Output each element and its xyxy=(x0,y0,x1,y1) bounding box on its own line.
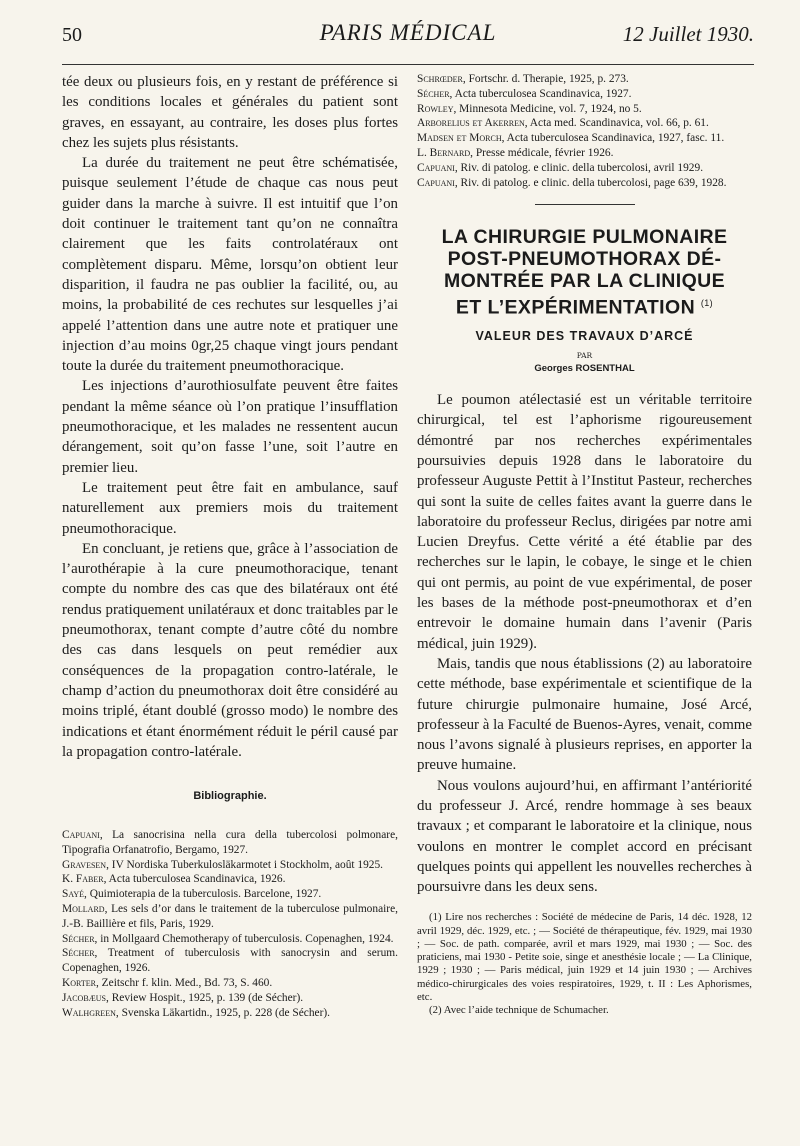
bib-text: Svenska Läkartidn., 1925, p. 228 (de Sécher). xyxy=(118,1006,331,1019)
bib-entry xyxy=(62,1006,398,1021)
bib-author: Rowley, xyxy=(417,102,457,115)
page-number: 50 xyxy=(62,24,82,46)
bib-author: Capuani, xyxy=(62,829,103,842)
bib-text: Review Hospit., 1925, p. 139 (de Sécher). xyxy=(108,991,304,1004)
bib-author: Gravesen, xyxy=(62,858,109,871)
article-subtitle: VALEUR DES TRAVAUX D’ARCÉ xyxy=(475,329,694,344)
bib-author: Madsen et Morch, xyxy=(417,132,505,145)
bib-entry xyxy=(62,991,398,1006)
bib-text: IV Nordiska Tuberkulosläkarmotet i Stockholm, août 1925. xyxy=(108,858,384,871)
left-column xyxy=(62,72,398,1020)
bib-text: Zeitschr f. klin. Med., Bd. 73, S. 460. xyxy=(98,977,273,990)
bib-entry xyxy=(417,146,752,161)
title-line: LA CHIRURGIE PULMONAIRE xyxy=(441,226,728,249)
bib-author: Walhgreen, xyxy=(62,1006,119,1019)
page-header xyxy=(62,14,754,54)
footnote: (1) Lire nos recherches : Société de médecine de Paris, 14 déc. 1928, 12 avril 1929, déc. 1929, etc. ; — Société de thérapeutique, fév. 1929, mai 1930 ; — Soc. de path. comparée, avril et mars 1929, mai 1930 ; — Soc. des praticiens, mai 1930 - Petite soie, singe et anesthésie locale ; — La Clinique, 1929 ; 1930 ; — Paris médical, juin 1929 et 14 juin 1930 ; — Archives médico-chirurgicales des voies respiratoires, 1929, t. II : Les Aphorismes, etc. xyxy=(417,911,752,1003)
bib-text: Les sels d’or dans le traitement de la tuberculose pulmonaire, J.-B. Baillière et fils, Paris, 1929. xyxy=(62,903,398,930)
right-paragraph: Mais, tandis que nous établissions (2) au laboratoire cette méthode, base expérimentale et scientifique de la future chirurgie pulmonaire humaine, José Arcé, professeur à la Faculté de Buenos-Ayres, venait, comme nous l’avons signalé à plusieurs reprises, en apporter la preuve humaine. xyxy=(417,655,752,774)
right-column xyxy=(417,72,752,1017)
bib-entry xyxy=(62,828,398,858)
bib-text: Riv. di patolog. e clinic. della tubercolosi, page 639, 1928. xyxy=(457,176,727,189)
right-paragraph: Nous voulons aujourd’hui, en affirmant l’antériorité du professeur J. Arcé, rendre hommage à ses beaux travaux ; et comparant le laboratoire et la clinique, nous voulons en montrer le complet accord en précisant quelques points qui appellent les nouvelles recherches à poursuivre dans les deux sens. xyxy=(417,777,752,896)
bib-text: Treatment of tuberculosis with sanocrysin and serum. Copenaghen, 1926. xyxy=(62,947,398,975)
left-paragraph: La durée du traitement ne peut être schématisée, puisque seulement l’étude de chaque cas nous peut guider dans la marche à suivre. Il est intuitif que l’on doit continuer le traitement tant qu’on ne connaîtra clairement que les faits controlatéraux ont complètement disparu. Même, lorsqu’on obtient leur disparition, il faudra ne pas oublier la facilité, ou, au moins, la probabilité de ces rechutes sur lesquelles j’ai appelé l’attention dans une autre note et pratiquer une injection d’au moins 0gr,25 chaque vingt jours pendant toute la durée du traitement pneumothoracique. xyxy=(62,155,398,375)
title-line: POST-PNEUMOTHORAX DÉ- xyxy=(447,248,722,271)
article-author: Georges ROSENTHAL xyxy=(534,363,635,375)
bibliography-list xyxy=(62,828,398,1020)
bib-entry xyxy=(62,902,398,932)
bib-author: Sécher, xyxy=(417,87,453,100)
bib-text: Acta tuberculosea Scandinavica, 1927, fasc. 11. xyxy=(504,132,725,145)
right-paragraph: Le poumon atélectasié est un véritable territoire chirurgical, tel est l’aphorisme rigoureusement démontré par nos recherches expérimentales poursuivies depuis 1928 dans le laboratoire du professeur Auguste Pettit à l’Institut Pasteur, recherches qui sont la suite de celles faites avant la guerre dans le laboratoire du professeur Reclus, dirigées par notre ami Lucien Dreyfus. Cette vérité a été établie par des recherches sur le lapin, le cobaye, le singe et le chien qui ont permis, au point de vue expérimental, de poser les bases de la méthode post-pneumothorax et d’en entrevoir le domaine humain dans l’avenir (Paris médical, juin 1929). xyxy=(417,392,752,652)
left-paragraph: Le traitement peut être fait en ambulance, sauf naturellement aux premiers mois du traitement pneumothoracique. xyxy=(62,479,398,537)
bib-entry xyxy=(62,858,398,873)
bib-text: Quimioterapia de la tuberculosis. Barcelone, 1927. xyxy=(86,888,322,901)
bib-text: Acta tuberculosea Scandinavica, 1926. xyxy=(106,873,286,886)
bib-author: Schrœder, xyxy=(417,73,466,85)
bib-text: La sanocrisina nella cura della tubercolosi polmonare, Tipografia Orfanatrofio, Bergamo, 1927. xyxy=(62,829,398,856)
bib-author: Mollard, xyxy=(62,903,108,916)
title-line: MONTRÉE PAR LA CLINIQUE xyxy=(443,269,726,292)
footnote-ref: (1) xyxy=(700,297,714,308)
footnote: (2) Avec l’aide technique de Schumacher. xyxy=(429,1003,609,1016)
byline-par: PAR xyxy=(576,351,593,361)
bib-author: Sécher, xyxy=(62,947,98,960)
bibliography-title: Bibliographie. xyxy=(193,790,267,803)
bib-author: Sécher, xyxy=(62,932,98,945)
bib-author: Capuani, xyxy=(417,176,458,189)
bib-entry xyxy=(62,872,398,887)
bib-entry xyxy=(417,87,752,102)
bibliography-continued xyxy=(417,72,752,190)
bib-entry xyxy=(62,946,398,976)
left-paragraph: Les injections d’aurothiosulfate peuvent être faites pendant la même séance où l’on pratique l’insufflation pneumothoracique, et les malades ne ressentent aucun dérangement, soit qu’on fasse l’une, soit l’autre en premier lieu. xyxy=(62,378,398,476)
header-rule xyxy=(62,64,754,65)
issue-date: 12 Juillet 1930. xyxy=(622,22,754,46)
bib-entry xyxy=(62,976,398,991)
bib-text: Presse médicale, février 1926. xyxy=(473,146,614,159)
bib-text: in Mollgaard Chemotherapy of tuberculosis. Copenaghen, 1924. xyxy=(97,932,394,945)
bib-text: Acta med. Scandinavica, vol. 66, p. 61. xyxy=(527,117,709,130)
bib-text: Riv. di patolog. e clinic. della tubercolosi, avril 1929. xyxy=(457,161,704,174)
bib-text: Fortschr. d. Therapie, 1925, p. 273. xyxy=(465,73,629,85)
bib-author: Sayé, xyxy=(62,888,87,901)
bib-author: Jacobæus, xyxy=(62,991,109,1004)
left-paragraph: tée deux ou plusieurs fois, en y restant de préférence si les conditions locales et générales du patient sont graves, en essayant, au contraire, les doses plus fortes chez les sujets plus résistants. xyxy=(62,74,398,151)
bib-author: Arborelius et Akerren, xyxy=(417,117,528,130)
title-line: ET L’EXPÉRIMENTATION xyxy=(455,296,696,319)
article-title xyxy=(417,227,752,319)
bib-text: Minnesota Medicine, vol. 7, 1924, no 5. xyxy=(456,102,642,115)
bib-entry xyxy=(417,131,752,146)
bib-entry xyxy=(417,116,752,131)
bib-entry xyxy=(62,887,398,902)
section-divider xyxy=(535,204,635,205)
bib-author: L. Bernard, xyxy=(417,146,473,159)
bib-author: K. Faber, xyxy=(62,873,107,886)
bib-author: Capuani, xyxy=(417,161,458,174)
bib-entry xyxy=(417,161,752,176)
bib-entry xyxy=(417,176,752,191)
bib-entry xyxy=(417,72,752,87)
left-paragraph: En concluant, je retiens que, grâce à l’association de l’aurothérapie à la cure pneumothoracique, tenant compte du nombre des cas que des bilatéraux ont été rendus pratiquement unilatéraux et donc traitables par le pneumothorax, tenant compte d’autre côté du nombre des cas dans lesquels on peut remédier aux conséquences de la propagation contro-latérale, le champ d’action du pneumothorax doit être considéré au moins triplé, étant doublé (grosso modo) le nombre des indications et étant énormément réduit le péril causé par la propagation contro-latérale. xyxy=(62,540,398,760)
bib-text: Acta tuberculosea Scandinavica, 1927. xyxy=(452,87,632,100)
title-line-final xyxy=(417,293,752,319)
bib-entry xyxy=(62,932,398,947)
bib-entry xyxy=(417,102,752,117)
bib-author: Korter, xyxy=(62,977,99,990)
journal-title: PARIS MÉDICAL xyxy=(319,20,497,45)
